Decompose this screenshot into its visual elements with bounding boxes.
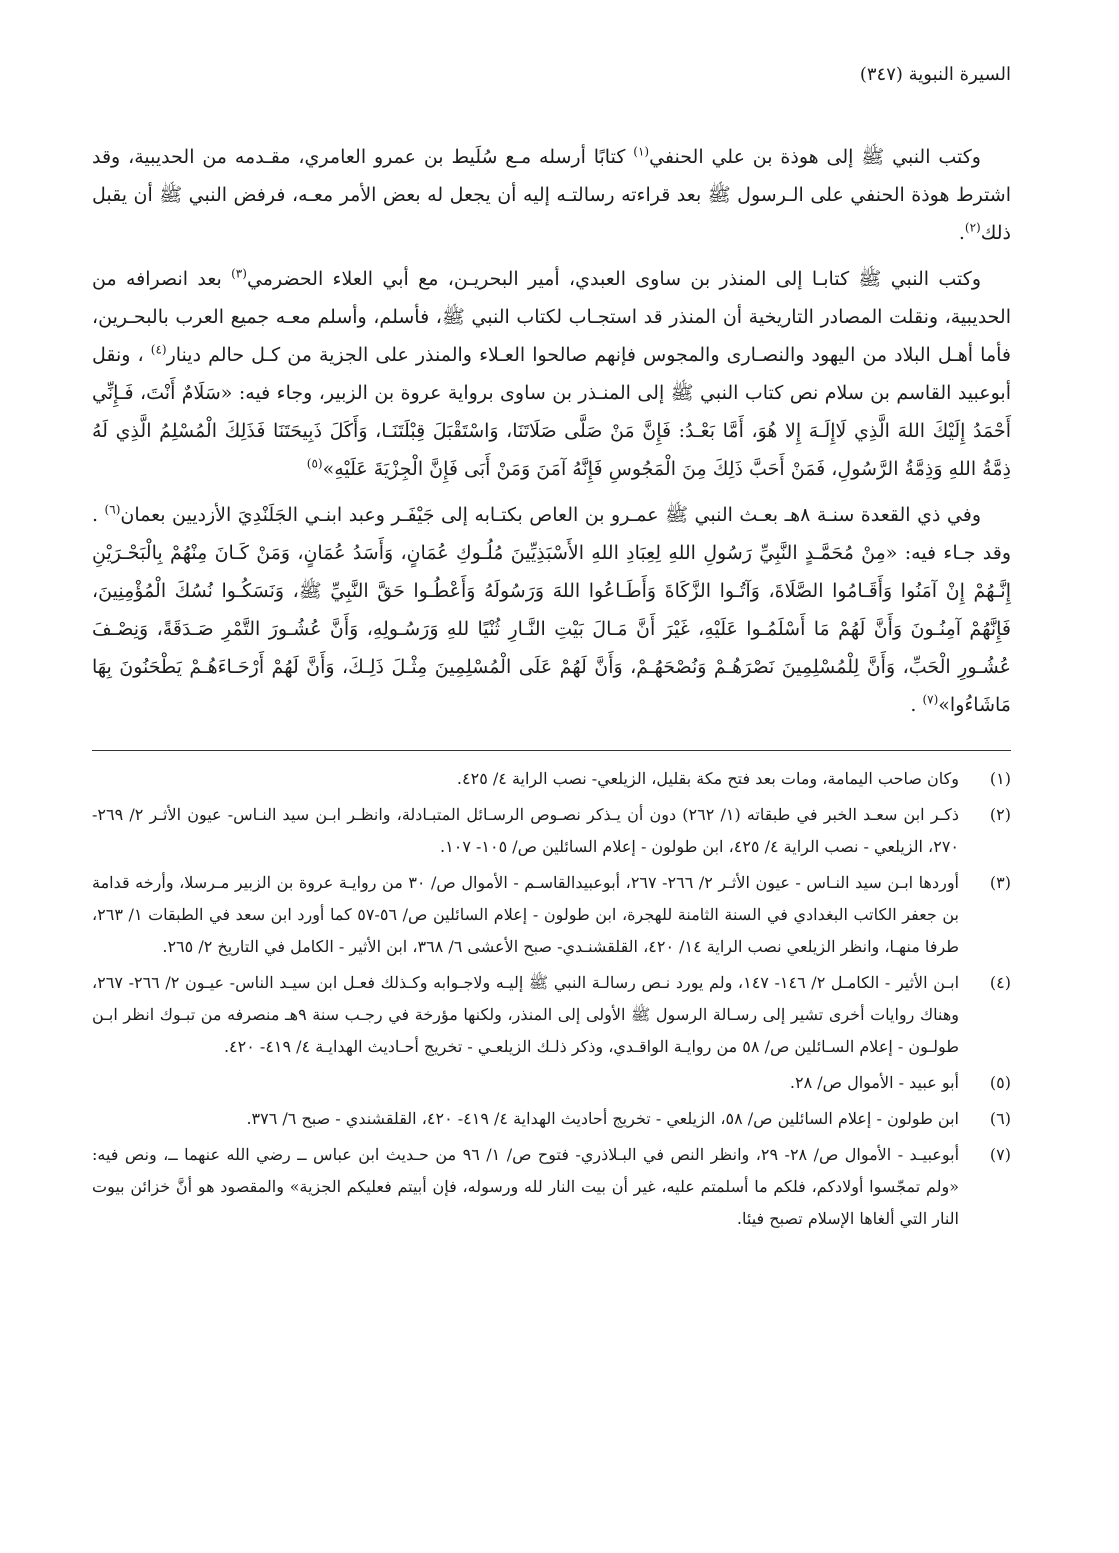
footnote-6 xyxy=(92,1103,1011,1135)
footnote-3 xyxy=(92,867,1011,963)
footnote-ref-6[interactable]: (٦) xyxy=(104,502,121,517)
footnote-text: أبوعبيـد - الأموال ص/ ٢٨- ٢٩، وانظر النص في البـلاذري- فتوح ص/ ١/ ٩٦ من حـديث ابن عباس ــ رضي الله عنهما ــ، ونص فيه: «ولم تمجّسوا أولادكم، فلكم ما أسلمتم عليه، غير أن بيت النار لله ورسوله، فإن أبيتم فعليكم الجزية» والمقصود هو أنَّ خزائن بيوت النار التي ألغاها الإسلام تصبح فيئا. xyxy=(92,1145,960,1228)
quote-letter-oman: «مِنْ مُحَمَّـدٍ النَّبِيِّ رَسُولِ اللهِ لِعِبَادِ اللهِ الأَسْبَذِيِّينَ مُلُـوكِ عُمَانٍ، وَأَسَدُ عُمَانٍ، وَمَنْ كَـانَ مِنْهُمْ بِالْبَحْـرَيْنِ إِنَّـهُمْ إِنْ آمَنُوا وَأَقَـامُوا الصَّلَاةَ، وَآتُـوا الزَّكَاةَ وَأَطَـاعُوا اللهَ وَرَسُولَهُ وَأَعْطُـوا حَقَّ النَّبِيِّ ﷺ، وَنَسَكُـوا نُسُكَ الْمُؤْمِنِينَ، فَإِنَّهُمْ آمِنُـونَ وَأَنَّ لَهُمْ مَا أَسْلَمُـوا عَلَيْهِ، غَيْرَ أَنَّ مَـالَ بَيْتِ النَّـارِ ثُنْيًا للهِ وَرَسُـولِهِ، وَأَنَّ عُشُـورَ التَّمْرِ صَـدَقَةً، وَنِصْـفَ عُشُـورِ الْحَبِّ، وَأَنَّ لِلْمُسْلِمِينَ نَصْرَهُـمْ وَنُصْحَهُـمْ، وَأَنَّ لَهُمْ عَلَى الْمُسْلِمِينَ مِثْـلَ ذَلِـكَ، وَأَنَّ لَهُمْ أَرْحَـاءَهُـمْ يَطْحَنُونَ بِهَا مَاشَاءُوا» xyxy=(92,542,1011,716)
footnote-5 xyxy=(92,1067,1011,1099)
paragraph-hawdha: وكتب النبي ﷺ إلى هوذة بن علي الحنفي$^{(١)}$ كتابًا أرسله مـع سُلَيط بن عمرو العامري، مقـدمه من الحديبية، وقد اشترط هوذة الحنفي على الـرسول ﷺ بعد قراءته رسالتـه إليه أن يجعل له بعض الأمر معـه، فرفض النبي ﷺ أن يقبل ذلك$^{(٢)}$. xyxy=(92,144,1011,244)
footnote-number: (٧) xyxy=(989,1145,1011,1164)
footnote-text: أبو عبيد - الأموال ص/ ٢٨. xyxy=(789,1073,959,1092)
footnote-number: (١) xyxy=(989,769,1011,788)
footnote-2 xyxy=(92,799,1011,863)
footnote-ref-3[interactable]: (٣) xyxy=(231,266,247,281)
footnote-number: (٤) xyxy=(989,973,1011,992)
footnote-number: (٢) xyxy=(989,805,1011,824)
footnote-text: ابـن الأثير - الكامـل ٢/ ١٤٦- ١٤٧، ولم يورد نـص رسالـة النبي ﷺ إليـه ولاجـوابه وكـذلك فعـل ابن سيـد الناس- عيـون ٢/ ٢٦٦- ٢٦٧، وهناك روايات أخرى تشير إلى رسـالة الرسول ﷺ الأولى إلى المنذر، ولكنها مؤرخة في رجـب سنة ٩هـ منصرفه من تبـوك انظر ابـن طولـون - إعلام السـائلين ص/ ٥٨ من روايـة الواقـدي، وذكر ذلـك الزيلعـي - تخريج أحـاديث الهدايـة ٤/ ٤١٩- ٤٢٠. xyxy=(92,973,960,1056)
footnote-number: (٦) xyxy=(989,1109,1011,1128)
footnote-text: وكان صاحب اليمامة، ومات بعد فتح مكة بقليل، الزيلعي- نصب الراية ٤/ ٤٢٥. xyxy=(456,769,959,788)
footnote-text: أوردها ابـن سيد النـاس - عيون الأثـر ٢/ ٢٦٦- ٢٦٧، أبوعبيدالقاسـم - الأموال ص/ ٣٠ من روايـة عروة بن الزبير مـرسلا، وأرخه قدامة بن جعفر الكاتب البغدادي في السنة الثامنة للهجرة، ابن طولون - إعلام السائلين ص/ ٥٦-٥٧ كما أورد ابن سعد في الطبقات ١/ ٢٦٣، طرفا منهـا، وانظر الزيلعي نصب الراية ١٤/ ٤٢٠، القلقشنـدي- صبح الأعشى ٦/ ٣٦٨، ابن الأثير - الكامل في التاريخ ٢/ ٢٦٥. xyxy=(92,873,960,956)
footnote-1 xyxy=(92,763,1011,795)
footnote-4 xyxy=(92,967,1011,1063)
paragraph-amr: وفي ذي القعدة سنـة ٨هـ بعـث النبي ﷺ عمـرو بن العاص بكتـابه إلى جَيْفَـر وعبد ابنـي الجَلَنْدِيَ الأزديين بعمان$^{(٦)}$ . وقد جـاء فيه: «مِنْ مُحَمَّـدٍ النَّبِيِّ رَسُولِ اللهِ لِعِبَادِ اللهِ الأَسْبَذِيِّينَ مُلُـوكِ عُمَانٍ، وَأَسَدُ عُمَانٍ، وَمَنْ كَـانَ مِنْهُمْ بِالْبَحْـرَيْنِ إِنَّـهُمْ إِنْ آمَنُوا وَأَقَـامُوا الصَّلَاةَ، وَآتُـوا الزَّكَاةَ وَأَطَـاعُوا اللهَ وَرَسُولَهُ وَأَعْطُـوا حَقَّ النَّبِيِّ ﷺ، وَنَسَكُـوا نُسُكَ الْمُؤْمِنِينَ، فَإِنَّهُمْ آمِنُـونَ وَأَنَّ لَهُمْ مَا أَسْلَمُـوا عَلَيْهِ، غَيْرَ أَنَّ مَـالَ بَيْتِ النَّـارِ ثُنْيًا للهِ وَرَسُـولِهِ، وَأَنَّ عُشُـورَ التَّمْرِ صَـدَقَةً، وَنِصْـفَ عُشُـورِ الْحَبِّ، وَأَنَّ لِلْمُسْلِمِينَ نَصْرَهُـمْ وَنُصْحَهُـمْ، وَأَنَّ لَهُمْ عَلَى الْمُسْلِمِينَ مِثْـلَ ذَلِـكَ، وَأَنَّ لَهُمْ أَرْحَـاءَهُـمْ يَطْحَنُونَ بِهَا مَاشَاءُوا»$^{(٧)}$ . xyxy=(92,502,1011,716)
footnote-text: ابن طولون - إعلام السائلين ص/ ٥٨، الزيلعي - تخريج أحاديث الهداية ٤/ ٤١٩- ٤٢٠، القلقشندي - صبح ٦/ ٣٧٦. xyxy=(246,1109,959,1128)
main-text xyxy=(92,138,1011,724)
footnote-ref-4[interactable]: (٤) xyxy=(150,342,167,357)
footnote-divider xyxy=(92,750,1011,751)
footnote-ref-7[interactable]: (٧) xyxy=(922,692,939,707)
footnote-7 xyxy=(92,1139,1011,1235)
footnote-number: (٣) xyxy=(989,873,1011,892)
footnotes xyxy=(92,763,1011,1235)
footnote-ref-1[interactable]: (١) xyxy=(633,144,650,159)
footnote-ref-5[interactable]: (٥) xyxy=(306,456,323,471)
quote-letter-mundhir: «سَلَامٌ أَنْتَ، فَـإِنِّي أَحْمَدُ إِلَيْكَ اللهَ الَّذِي لَاإِلَـهَ إِلا هُوَ، أَمَّا بَعْـدُ: فَإِنَّ مَنْ صَلَّى صَلَاتَنَا، وَاسْتَقْبَلَ قِبْلَتَنَـا، وَأَكَلَ ذَبِيحَتَنَا فَذَلِكَ الْمُسْلِمُ الَّذِي لَهُ ذِمَّةُ اللهِ وَذِمَّةُ الرَّسُولِ، فَمَنْ أَحَبَّ ذَلِكَ مِنَ الْمَجُوسِ فَإِنَّهُ آمَنَ وَمَنْ أَبَى فَإِنَّ الْجِزْيَةَ عَلَيْهِ» xyxy=(92,382,1011,480)
paragraph-mundhir: وكتب النبي ﷺ كتابـا إلى المنذر بن ساوى العبدي، أمير البحريـن، مع أبي العلاء الحضرمي$^{(٣)}$ بعد انصرافه من الحديبية، ونقلت المصادر التاريخية أن المنذر قد استجـاب لكتاب النبي ﷺ، فأسلم، وأسلم معـه جميع العرب بالبحـرين، فأما أهـل البلاد من اليهود والنصـارى والمجوس فإنهم صالحوا العـلاء والمنذر على الجزية من كـل حالم دينار$^{(٤)}$ ، ونقل أبوعبيد القاسم بن سلام نص كتاب النبي ﷺ إلى المنـذر بن ساوى برواية عروة بن الزبير، وجاء فيه: «سَلَامٌ أَنْتَ، فَـإِنِّي أَحْمَدُ إِلَيْكَ اللهَ الَّذِي لَاإِلَـهَ إِلا هُوَ، أَمَّا بَعْـدُ: فَإِنَّ مَنْ صَلَّى صَلَاتَنَا، وَاسْتَقْبَلَ قِبْلَتَنَـا، وَأَكَلَ ذَبِيحَتَنَا فَذَلِكَ الْمُسْلِمُ الَّذِي لَهُ ذِمَّةُ اللهِ وَذِمَّةُ الرَّسُولِ، فَمَنْ أَحَبَّ ذَلِكَ مِنَ الْمَجُوسِ فَإِنَّهُ آمَنَ وَمَنْ أَبَى فَإِنَّ الْجِزْيَةَ عَلَيْهِ»$^{(٥)}$ xyxy=(92,266,1011,480)
footnote-text: ذكـر ابن سعـد الخبر في طبقاته (١/ ٢٦٢) دون أن يـذكر نصـوص الرسـائل المتبـادلة، وانظـر ابـن سيد النـاس- عيون الأثـر ٢/ ٢٦٩- ٢٧٠، الزيلعي - نصب الراية ٤/ ٤٢٥، ابن طولون - إعلام السائلين ص/ ١٠٥- ١٠٧. xyxy=(92,805,960,856)
footnote-number: (٥) xyxy=(989,1073,1011,1092)
running-header: السيرة النبوية (٣٤٧) xyxy=(859,64,1011,85)
footnote-ref-2[interactable]: (٢) xyxy=(964,220,981,235)
